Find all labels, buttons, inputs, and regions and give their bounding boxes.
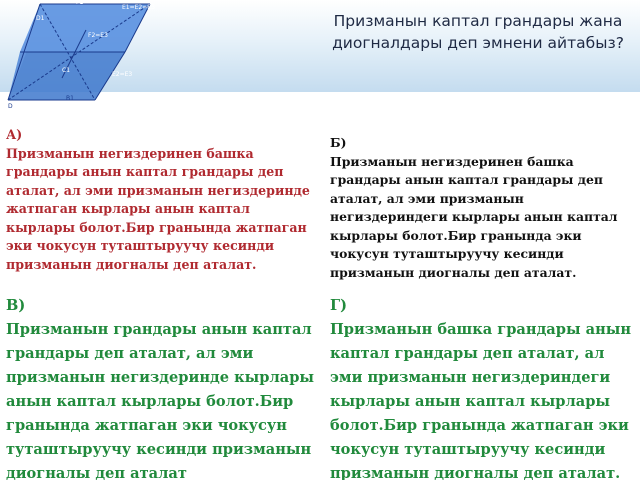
prism-top-face xyxy=(20,4,150,52)
vertex-label: D1 xyxy=(36,15,45,22)
answer-letter: В) xyxy=(6,297,26,314)
vertex-label: F2=E3 xyxy=(88,32,108,39)
vertex-label: E2=E3 xyxy=(112,71,133,78)
prism-figure xyxy=(0,0,165,108)
answer-option-b[interactable] xyxy=(330,134,636,282)
answer-option-d[interactable] xyxy=(330,294,638,480)
prism-bottom-face xyxy=(8,52,125,100)
answer-text: Призманын негиздеринен башка грандары анын каптал грандары деп аталат, ал эми призманын негиздериндеги кырлары анын каптал кырлары болот.Бир гранында эки чокусун туташтыруучу кесинди призманын диогналы деп аталат. xyxy=(330,153,618,280)
vertex-label: D xyxy=(8,103,13,108)
vertex-label: B1 xyxy=(66,95,74,102)
vertex-label: E1=E2=E3 xyxy=(122,4,155,11)
answer-letter: Б) xyxy=(330,135,347,150)
answer-letter: Г) xyxy=(330,297,347,314)
answer-text: Призманын негиздеринен башка грандары анын каптал грандары деп аталат, ал эми призманын негиздеринде жатпаган кырлары анын каптал кырлары болот.Бир гранында жатпаган эки чокусун туташтыруучу кесинди призманын диогналы деп аталат. xyxy=(6,145,310,272)
answer-text: Призманын башка грандары анын каптал грандары деп аталат, ал эми призманын негиздериндеги кырлары анын каптал кырлары болот.Бир гранында жатпаган эки чокусун туташтыруучу кесинди призманын диогналы деп аталат. xyxy=(330,321,632,480)
slide-title: Призманын каптал грандары жана диогналдары деп эмнени айтабыз? xyxy=(332,12,624,52)
answer-option-a[interactable] xyxy=(6,126,316,274)
vertex-label: C1 xyxy=(62,67,71,74)
vertex-label: F1 xyxy=(76,0,84,6)
answer-letter: А) xyxy=(6,127,23,142)
answer-text: Призманын грандары анын каптал грандары деп аталат, ал эми призманын негиздеринде кырлары анын каптал кырлары болот.Бир гранында жатпаган эки чокусун туташтыруучу кесинди призманын диогналы деп аталат xyxy=(6,321,315,480)
answer-option-c[interactable] xyxy=(6,294,322,480)
